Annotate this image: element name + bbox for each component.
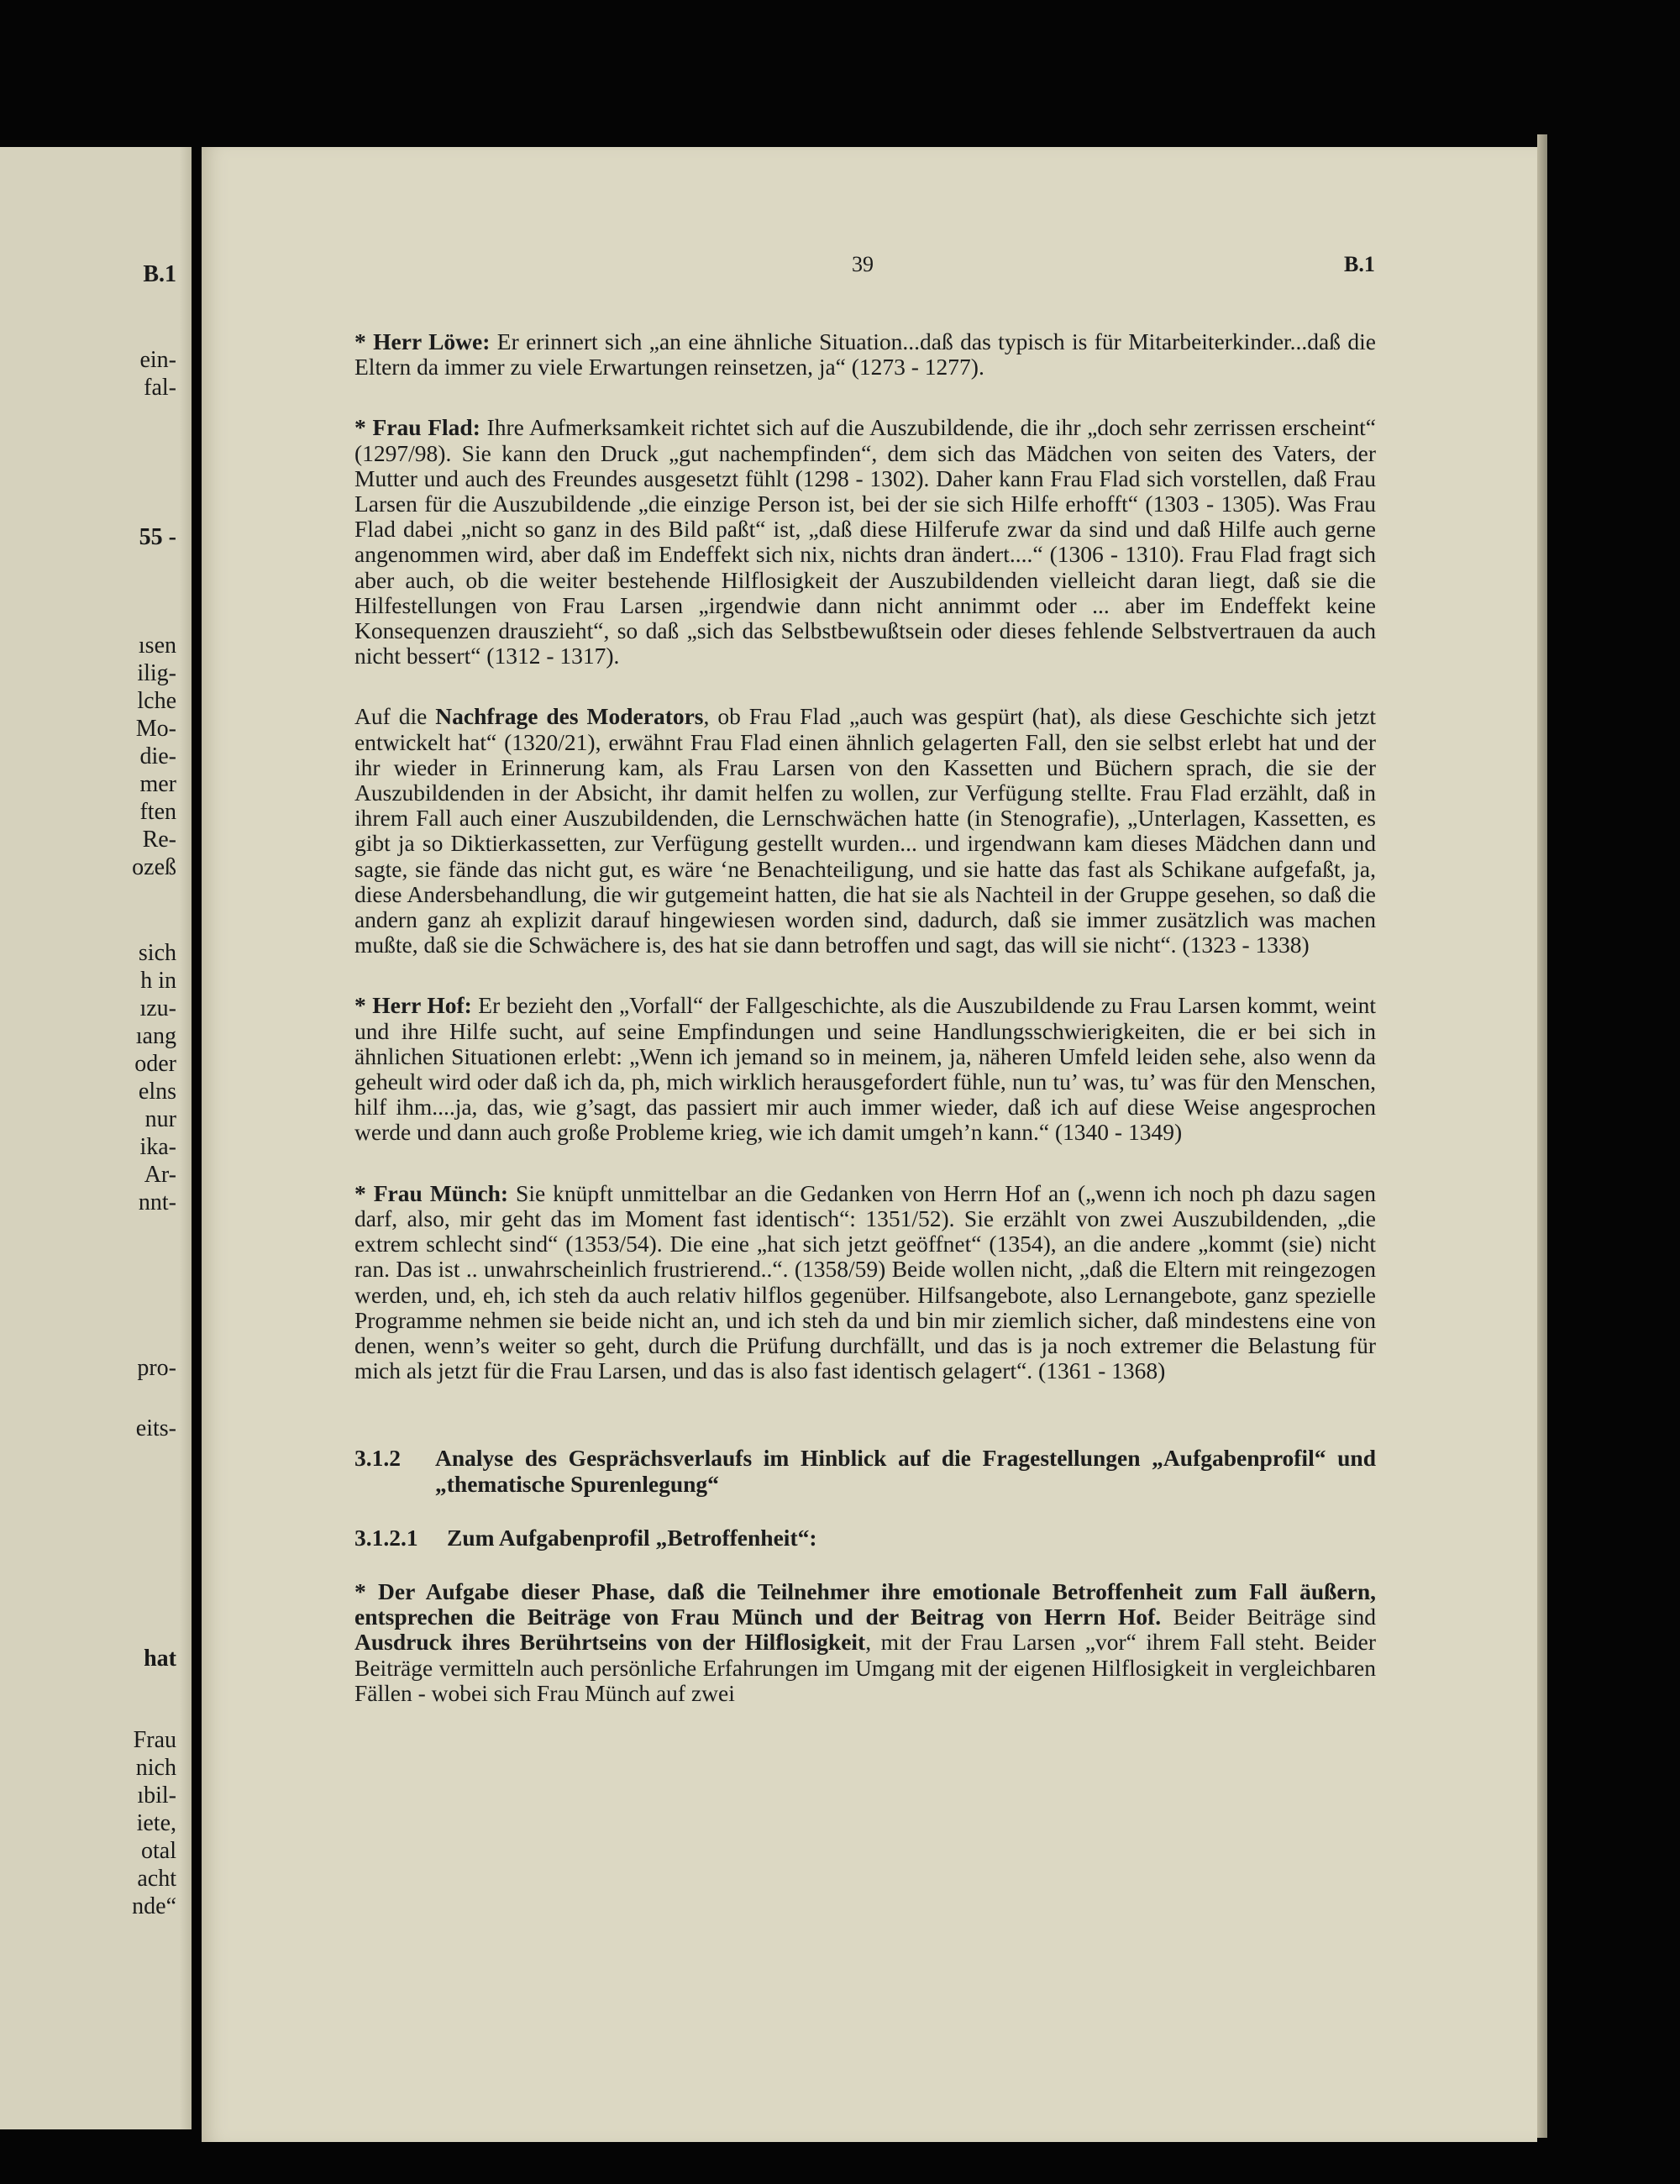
paragraph-text: Er erinnert sich „an eine ähnliche Situation...daß das typisch is für Mitarbeiterkinder...daß die Eltern da immer zu viele Erwartungen reinsetzen, ja“ (1273 - 1277). [354, 328, 1376, 381]
section-title: Zum Aufgabenprofil „Betroffenheit“: [447, 1524, 817, 1551]
paragraph-frau-flad [354, 415, 1376, 669]
paragraph-text: , ob Frau Flad „auch was gespürt (hat), als diese Geschichte sich jetzt entwickelt hat“ (1320/21), erwähnt Frau Flad einen ähnlich gelagerten Fall, den sie selbst erlebt hat und der ihr wieder in Erinnerung kam, als Frau Larsen von den Kassetten und Büchern sprach, die sie der Auszubildenden in der Absicht, ihr damit helfen zu wollen, zur Verfügung stellte. Frau Flad erzählt, daß in ihrem Fall auch einer Auszubildenden, die Lernschwächen hatte (in Stenografie), „Unterlagen, Kassetten, es gibt ja so Diktierkassetten, zur Verfügung gestellt wurden... und irgendwann kam dieses Mädchen dann und sagte, sie fände das nicht gut, es wäre ‘ne Benachteiligung, und sie hatte das fast als Schikane aufgefaßt, ja, diese Andersbehandlung, die wir gutgemeint hatten, die hat sie als Nachteil in der Gruppe gesehen, so daß die andern ganz ah explizit darauf hingewiesen worden sind, dadurch, daß sie immer zusätzlich was machen mußte, daß sie die Schwächere is, des hat sie dann betroffen und sagt, das will sie nicht“. (1323 - 1338) [354, 703, 1376, 958]
section-number: 3.1.2 [354, 1445, 401, 1472]
speaker-label: * Herr Hof: [354, 992, 472, 1019]
paragraph-text: Er bezieht den „Vorfall“ der Fallgeschichte, als die Auszubildende zu Frau Larsen kommt, weint und ihre Hilfe sucht, auf seine Empfindungen und seine Handlungsschwierigkeiten, die er bei sich in ähnlichen Situationen erlebt: „Wenn ich jemand so in meinem, ja, näheren Umfeld leiden sehe, also wenn da geheult wird oder daß ich da, ph, mich wirklich herausgefordert fühle, nun tu’ was, tu’ was für den Menschen, hilf ihm....ja, das, wie g’sagt, das passiert mir auch immer wieder, daß ich auf diese Weise angesprochen werde und dann auch große Probleme krieg, wie ich damit umgeh’n kann.“ (1340 - 1349) [354, 992, 1377, 1146]
left-page-text-fragment: iete, [136, 1810, 176, 1836]
left-page-text-fragment: oder [134, 1051, 176, 1077]
left-page-edge [0, 147, 192, 2129]
speaker-label: * Frau Flad: [354, 414, 480, 441]
left-page-text-fragment: Re- [142, 827, 176, 853]
paragraph-text: Beider Beiträge sind [1161, 1604, 1376, 1630]
section-number: 3.1.2.1 [354, 1524, 418, 1551]
left-page-text-fragment: ızu- [139, 995, 176, 1021]
left-page-text-fragment: h in [140, 968, 176, 994]
bold-phrase: Nachfrage des Moderators [435, 703, 704, 730]
left-page-text-fragment: Mo- [135, 716, 176, 742]
paragraph-text: Ihre Aufmerksamkeit richtet sich auf die Auszubildende, die ihr „doch sehr zerrissen erscheint“ (1297/98). Sie kann den Druck „gut nachempfinden“, dem sich das Mädchen von seiten des Vaters, der Mutter und auch des Freundes ausgesetzt fühlt (1298 - 1302). Daher kann Frau Flad sich vorstellen, daß Frau Larsen für die Auszubildende „die einzige Person ist, bei der sie sich Hilfe erhofft“ (1303 - 1305). Was Frau Flad dabei „nicht so ganz in des Bild paßt“ ist, „daß diese Hilferufe zwar da sind und daß Hilfe auch gerne angenommen wird, aber daß im Endeffekt sich nix, nichts dran ändert....“ (1306 - 1310). Frau Flad fragt sich aber auch, ob die weiter bestehende Hilflosigkeit der Auszubildenden vielleicht daran liegt, daß sie die Hilfestellungen von Frau Larsen „irgendwie dann nicht annimmt oder ... aber im Endeffekt keine Konsequenzen drauszieht“, so daß „sich das Selbstbewußtsein oder dieses fehlende Selbstvertrauen da auch nicht bessert“ (1312 - 1317). [354, 414, 1376, 669]
left-page-text-fragment: ften [139, 799, 176, 825]
left-page-text-fragment: ein- [139, 347, 176, 373]
page-edge-shadow [1537, 134, 1547, 2138]
left-page-text-fragment: otal [141, 1838, 176, 1864]
paragraph-frau-muench [354, 1181, 1376, 1384]
left-page-text-fragment: nur [144, 1106, 176, 1132]
paragraph-analysis [354, 1579, 1376, 1706]
left-page-text-fragment: ısen [138, 633, 176, 659]
left-page-text-fragment: Frau [133, 1727, 176, 1753]
bold-phrase: Ausdruck ihres Berührtseins von der Hilflosigkeit [354, 1629, 866, 1656]
left-page-text-fragment: eits- [135, 1415, 176, 1441]
left-page-text-fragment: lche [137, 688, 176, 714]
left-page-text-fragment: 55 - [139, 524, 176, 550]
left-page-text-fragment: ıbil- [137, 1782, 176, 1809]
left-page-text-fragment: fal- [144, 375, 176, 401]
left-page-text-fragment: Ar- [144, 1162, 176, 1188]
bold-phrase: * Der Aufgabe dieser Phase, daß die Teilnehmer ihre emotionale Betroffenheit zum Fall äußern, entsprechen die Beiträge von Frau Münch und der Beitrag von Herrn Hof. [354, 1578, 1376, 1630]
paragraph-text: Auf die [354, 703, 436, 730]
left-page-text-fragment: acht [137, 1866, 176, 1892]
left-page-text-fragment: B.1 [143, 261, 176, 287]
left-page-text-fragment: hat [144, 1646, 176, 1672]
left-page-text-fragment: nnt- [138, 1189, 176, 1215]
left-page-text-fragment: nde“ [132, 1893, 176, 1919]
speaker-label: * Herr Löwe: [354, 328, 491, 354]
left-page-text-fragment: mer [139, 771, 176, 797]
paragraph-moderator-question [354, 704, 1376, 958]
left-page-text-fragment: pro- [137, 1355, 176, 1381]
paragraph-herr-loewe [354, 329, 1376, 380]
section-heading-3-1-2 [354, 1446, 1376, 1496]
page-gutter [180, 147, 192, 2129]
page-number: 39 [852, 252, 874, 276]
left-page-text-fragment: ıang [135, 1023, 176, 1049]
section-tag: B.1 [1344, 252, 1375, 276]
paragraph-text: Sie knüpft unmittelbar an die Gedanken von Herrn Hof an („wenn ich noch ph dazu sagen darf, also, mir geht das im Moment fast identisch“: 1351/52). Sie erzählt von zwei Auszubildenden, „die extrem schlecht sind“ (1353/54). Die eine „hat sich jetzt geöffnet“ (1354), an die andere „kommt (sie) nicht ran. Das ist .. unwahrscheinlich frustrierend..“. (1358/59) Beide wollen nicht, „daß die Eltern mit reingezogen werden, und, eh, ich steh da auch relativ hilflos gegenüber. Hilfsangebote, also Lernangebote, ganz spezielle Programme nehmen sie beide nicht an, und ich steh da und bin mir ziemlich sicher, daß mindestens eine von denen, wenn’s weiter so geht, durch die Prüfung durchfällt, und das is ja noch extremer die Belastung für mich als jetzt für die Frau Larsen, und das is also fast identisch gelagert“. (1361 - 1368) [354, 1179, 1376, 1384]
left-page-text-fragment: die- [139, 743, 176, 769]
left-page-text-fragment: ika- [139, 1134, 176, 1160]
section-title: Analyse des Gesprächsverlaufs im Hinblick auf die Fragestellungen „Aufgabenprofil“ und „thematische Spurenlegung“ [435, 1445, 1376, 1497]
paragraph-text: , mit der Frau Larsen „vor“ ihrem Fall steht. Beider Beiträge vermitteln auch persönliche Erfahrungen im Umgang mit der eigenen Hilflosigkeit in vergleichbaren Fällen - wobei sich Frau Münch auf zwei [354, 1629, 1376, 1706]
page-body [354, 329, 1376, 1741]
section-heading-3-1-2-1 [354, 1525, 1376, 1551]
left-page-text-fragment: sich [138, 940, 176, 966]
paragraph-herr-hof [354, 993, 1376, 1145]
left-page-text-fragment: nich [135, 1755, 176, 1781]
left-page-text-fragment: ilig- [137, 660, 176, 686]
speaker-label: * Frau Münch: [354, 1179, 509, 1206]
left-page-text-fragment: elns [138, 1079, 176, 1105]
left-page-text-fragment: ozeß [132, 854, 176, 880]
